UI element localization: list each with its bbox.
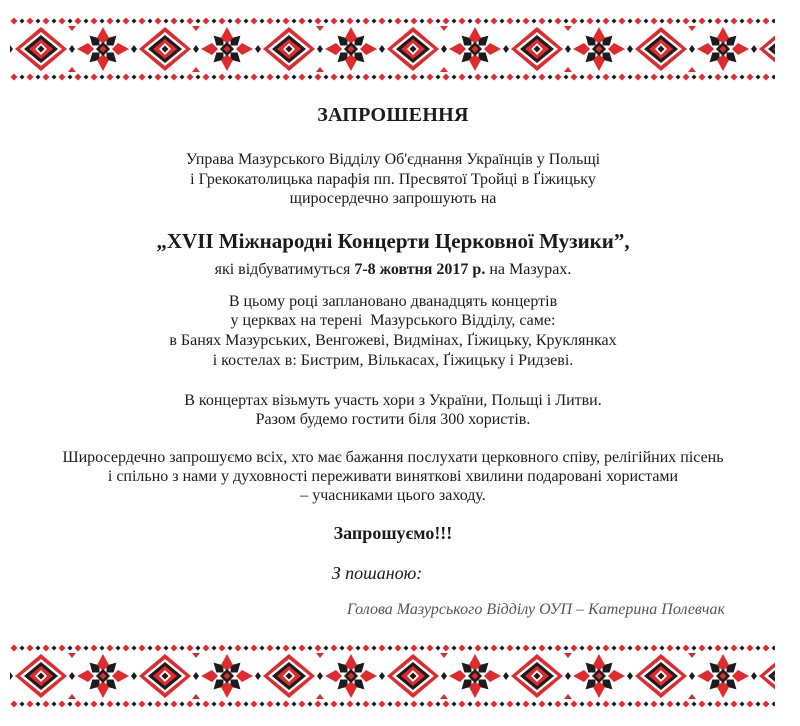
concerts-line: в Банях Мазурських, Венгожеві, Видмінах, Ґіжицьку, Круклянках <box>169 332 617 349</box>
event-dates: 7-8 жовтня 2017 р. <box>354 261 486 278</box>
embroidery-motif-band <box>10 26 775 72</box>
concerts-line: В цьому році заплановано дванадцять концертів <box>228 293 558 310</box>
participants-line: Разом будемо гостити біля 300 хористів. <box>255 411 531 428</box>
invitation-heading: ЗАПРОШЕННЯ <box>317 104 469 126</box>
dates-suffix: на Мазурах. <box>485 261 572 278</box>
concerts-line: і костелах в: Бистрим, Вількасах, Ґіжицьку і Ридзеві. <box>212 352 574 369</box>
intro-line: Управа Мазурського Відділу Об'єднання Українців у Польщі <box>185 151 601 168</box>
welcome-line: Широсердечно запрошуємо всіх, хто має бажання послухати церковного співу, релігійних пісень <box>62 449 724 466</box>
embroidery-border-bottom <box>10 644 775 708</box>
participants-line: В концертах візьмуть участь хори з України, Польщі і Литви. <box>184 392 602 409</box>
intro-line: щиросердечно запрошують на <box>289 190 497 207</box>
embroidery-edge-band <box>10 73 775 81</box>
welcome-line: і спільно з нами у духовності переживати виняткові хвилини подаровані хористами <box>107 468 679 485</box>
embroidery-motif-band <box>10 653 775 699</box>
embroidery-edge-band <box>10 700 775 708</box>
event-title: „XVII Міжнародні Концерти Церковної Музики”, <box>156 229 630 253</box>
dates-line <box>0 259 786 281</box>
signature: Голова Мазурського Відділу ОУП – Катерина Полевчак <box>346 601 725 618</box>
dates-prefix: які відбуватимуться <box>214 261 355 278</box>
intro-line: і Грекокатолицька парафія пп. Пресвятої Тройці в Ґіжицьку <box>190 171 596 188</box>
closing-text: Запрошуємо!!! <box>333 523 453 543</box>
embroidery-border-top <box>10 17 775 81</box>
regards-text: З пошаною: <box>331 563 423 583</box>
embroidery-edge-band <box>10 644 775 652</box>
welcome-line: – учасниками цього заходу. <box>300 487 486 504</box>
embroidery-edge-band <box>10 17 775 25</box>
concerts-line: у церквах на терені Мазурського Відділу, саме: <box>230 312 556 329</box>
